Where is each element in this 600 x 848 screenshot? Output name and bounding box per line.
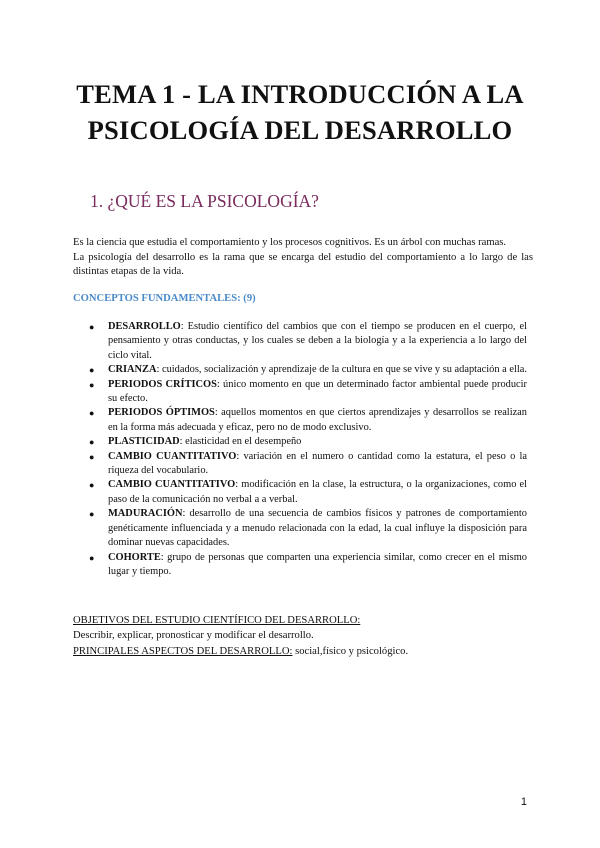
objectives-heading-text: OBJETIVOS DEL ESTUDIO CIENTÍFICO DEL DESARROLLO: xyxy=(73,615,361,626)
aspects-text: social,físico y psicológico. xyxy=(292,645,409,657)
objectives-text: Describir, explicar, pronosticar y modificar el desarrollo. xyxy=(73,630,314,642)
bullet-icon: ● xyxy=(89,408,95,419)
bullet-icon: ● xyxy=(89,509,95,520)
bullet-icon: ● xyxy=(89,365,95,376)
page-title xyxy=(40,76,560,148)
list-item xyxy=(89,478,527,507)
concept-definition: : cuidados, socialización y aprendizaje de la cultura en que se vive y su adaptación a ella. xyxy=(156,364,527,376)
objectives-heading xyxy=(73,613,533,628)
concept-term: CAMBIO CUANTITATIVO xyxy=(108,479,236,491)
concept-definition: : Estudio científico del cambios que con el tiempo se producen en el cuerpo, el pensamiento y otras conductas, y los cuales se deben a la biología y a la experiencia a lo largo del ciclo vital. xyxy=(108,321,527,361)
concept-definition: : desarrollo de una secuencia de cambios físicos y patrones de comportamiento genéticamente influenciada y a menudo relacionada con la edad, la cual influye la disposición para dominar nuevas capacidades. xyxy=(108,508,527,549)
list-item xyxy=(89,378,527,407)
list-item xyxy=(89,363,527,377)
concept-definition: : aquellos momentos en que ciertos aprendizajes y desarrollos se realizan en la forma más adecuada y eficaz, pero no de modo exclusivo. xyxy=(108,407,527,433)
concept-term: COHORTE xyxy=(108,551,161,563)
bullet-icon: ● xyxy=(89,379,95,390)
list-item xyxy=(89,320,527,363)
concept-list xyxy=(89,320,527,579)
list-item xyxy=(89,507,527,550)
concepts-heading: CONCEPTOS FUNDAMENTALES: (9) xyxy=(73,293,256,304)
concept-definition: : grupo de personas que comparten una experiencia similar, como crecer en el mismo lugar y tiempo. xyxy=(108,551,527,577)
concept-term: MADURACIÓN xyxy=(108,508,183,520)
bullet-icon: ● xyxy=(89,552,95,563)
concept-definition: : modificación en la clase, la estructura, o la organizaciones, como el paso de la comunicación no verbal a a verbal. xyxy=(108,479,528,505)
aspects-label: PRINCIPALES ASPECTOS DEL DESARROLLO: xyxy=(73,645,293,657)
concept-term: CAMBIO CUANTITATIVO xyxy=(108,450,237,462)
concept-term: PERIODOS ÓPTIMOS xyxy=(108,407,215,419)
bullet-icon: ● xyxy=(89,322,95,332)
concept-term: DESARROLLO xyxy=(108,321,181,332)
concept-term: PERIODOS CRÍTICOS xyxy=(108,378,217,390)
bullet-icon: ● xyxy=(89,480,95,491)
intro-text xyxy=(73,236,533,280)
list-item xyxy=(89,435,527,449)
intro-paragraph-1: Es la ciencia que estudia el comportamiento y los procesos cognitivos. Es un árbol con muchas ramas. xyxy=(73,237,507,248)
page-number: 1 xyxy=(520,796,527,808)
bullet-icon: ● xyxy=(89,437,95,448)
concept-definition: : elasticidad en el desempeño xyxy=(179,436,302,448)
aspects-line xyxy=(73,644,533,659)
list-item xyxy=(89,450,527,479)
list-item xyxy=(89,551,527,580)
title-line-1: TEMA 1 - LA INTRODUCCIÓN A LA xyxy=(76,79,524,109)
intro-paragraph-2: La psicología del desarrollo es la rama que se encarga del estudio del comportamiento a lo largo de las distintas etapas de la vida. xyxy=(73,251,533,278)
concept-term: PLASTICIDAD xyxy=(108,436,180,448)
title-line-2: PSICOLOGÍA DEL DESARROLLO xyxy=(87,115,513,145)
bullet-icon: ● xyxy=(89,451,95,462)
section-heading: 1. ¿QUÉ ES LA PSICOLOGÍA? xyxy=(90,191,319,211)
list-item xyxy=(89,406,527,435)
objectives-section xyxy=(73,613,533,659)
concept-definition: : único momento en que un determinado factor ambiental puede producir su efecto. xyxy=(108,378,527,405)
concept-term: CRIANZA xyxy=(108,364,157,376)
concept-definition: : variación en el numero o cantidad como la estatura, el peso o la riqueza del vocabulario. xyxy=(108,450,528,477)
